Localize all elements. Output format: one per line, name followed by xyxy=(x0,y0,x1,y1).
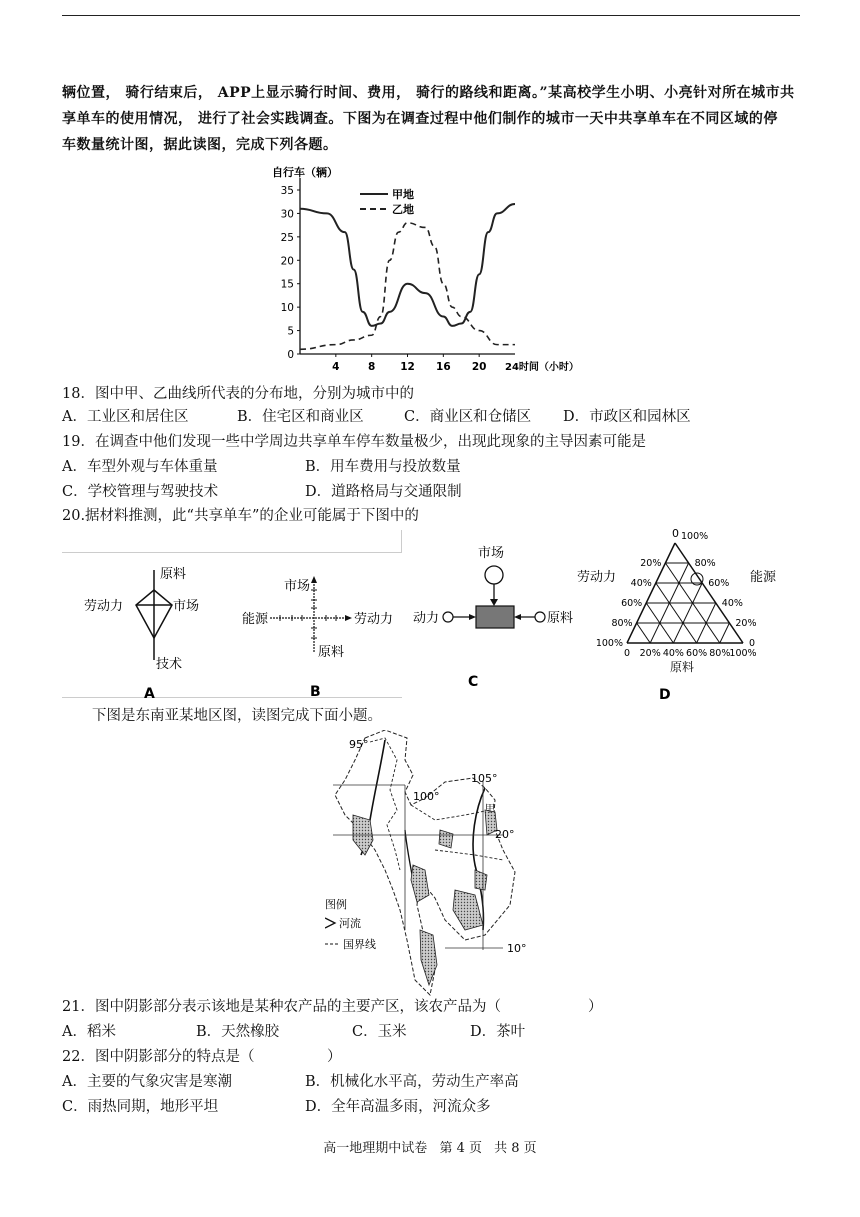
y-tick-label: 5 xyxy=(287,325,294,338)
diagram-c-left: 动力 xyxy=(413,611,440,626)
q22-option-d[interactable]: D．全年高温多雨，河流众多 xyxy=(305,1099,491,1115)
question-18-stem: 18．图中甲、乙曲线所代表的分布地，分别为城市中的 xyxy=(62,386,414,402)
ternary-right-tick: 20% xyxy=(735,618,757,629)
diagram-a-bottom: 技术 xyxy=(156,657,183,672)
x-tick-label: 20 xyxy=(471,361,487,373)
ternary-ticks xyxy=(596,531,757,659)
y-tick-label: 25 xyxy=(280,231,294,244)
map-lon-100: 100° xyxy=(413,790,440,803)
diagram-a-right: 市场 xyxy=(173,599,200,614)
ternary-line xyxy=(720,623,730,643)
diagram-a-letter: A xyxy=(144,686,155,700)
diagram-b xyxy=(240,570,410,700)
ternary-bottom-tick: 0 xyxy=(623,648,631,659)
ternary-right-tick: 60% xyxy=(708,578,730,589)
chart-lines xyxy=(300,204,515,349)
diagram-c-top: 市场 xyxy=(478,546,505,561)
q21-option-d[interactable]: D．茶叶 xyxy=(470,1024,526,1040)
map-lat-20: 20° xyxy=(495,828,515,841)
ternary-bottom-tick: 40% xyxy=(662,648,684,659)
diagram-frame-top xyxy=(62,552,402,553)
x-tick-label: 12 xyxy=(400,361,415,373)
map-caption: 下图是东南亚某地区图，读图完成下面小题。 xyxy=(92,708,382,724)
q18-option-b[interactable]: B．住宅区和商业区 xyxy=(237,409,364,425)
page-footer xyxy=(0,1137,860,1156)
ternary-apex-label: 0 xyxy=(672,527,679,540)
x-tick-label: 8 xyxy=(368,361,376,373)
ternary-right-tick: 0 xyxy=(749,638,756,649)
diagram-c-right: 原料 xyxy=(547,611,574,626)
legend-entry-1: 乙地 xyxy=(392,203,414,216)
x-tick-label: 4 xyxy=(332,361,340,373)
q19-option-a[interactable]: A．车型外观与车体重量 xyxy=(62,459,218,475)
diagram-a xyxy=(80,560,220,700)
ternary-line xyxy=(673,583,702,643)
diagram-b-bottom: 原料 xyxy=(318,645,345,660)
diagram-b-letter: B xyxy=(310,684,321,700)
map-place-jia: 甲 xyxy=(485,804,495,815)
y-tick-label: 20 xyxy=(280,255,294,268)
ternary-bottom-tick: 80% xyxy=(709,648,731,659)
diagram-frame-side xyxy=(401,530,402,552)
diagram-b-top: 市场 xyxy=(284,579,311,594)
passage-line-1: 辆位置， 骑行结束后， APP上显示骑行时间、费用， 骑行的路线和距离。”某高校学生小明、小亮针对所在城市共 xyxy=(62,85,795,101)
diagram-a-left: 劳动力 xyxy=(84,599,124,614)
ternary-bottom-tick: 20% xyxy=(639,648,661,659)
y-tick-label: 0 xyxy=(287,349,294,361)
chart-axes xyxy=(272,165,579,373)
q19-option-c[interactable]: C．学校管理与驾驶技术 xyxy=(62,484,219,500)
ternary-left-tick: 80% xyxy=(611,618,633,629)
ternary-left-tick: 40% xyxy=(630,578,652,589)
q18-option-c[interactable]: C．商业区和仓储区 xyxy=(404,409,532,425)
ternary-line xyxy=(637,623,651,643)
x-tick-label: 16 xyxy=(436,361,451,373)
question-19-stem: 19．在调查中他们发现一些中学周边共享单车停车数量极少，出现此现象的主导因素可能是 xyxy=(62,434,646,450)
footer-title: 高一地理期中试卷 xyxy=(323,1141,428,1156)
question-20-stem: 20.据材料推测，此“共享单车”的企业可能属于下图中的 xyxy=(62,508,419,524)
map-lat-10: 10° xyxy=(507,942,527,955)
diagram-d-right-label: 能源 xyxy=(750,570,777,585)
y-tick-label: 15 xyxy=(280,278,294,291)
footer-page: 第 4 页 xyxy=(439,1141,482,1156)
q18-option-d[interactable]: D．市政区和园林区 xyxy=(563,409,691,425)
y-tick-label: 30 xyxy=(280,208,294,221)
diagram-c xyxy=(410,540,590,690)
diagram-d-letter: D xyxy=(659,687,671,703)
diagram-a-top: 原料 xyxy=(160,567,187,582)
question-22-stem: 22．图中阴影部分的特点是（ ） xyxy=(62,1049,342,1065)
map-lon-105: 105° xyxy=(471,772,498,785)
q21-option-a[interactable]: A．稻米 xyxy=(62,1024,116,1040)
y-axis-label: 自行车（辆） xyxy=(272,166,338,179)
y-tick-label: 35 xyxy=(280,185,294,197)
y-tick-label: 10 xyxy=(280,302,294,315)
passage-line-2: 享单车的使用情况， 进行了社会实践调查。下图为在调查过程中他们制作的城市一天中共享单车在不同区域的停 xyxy=(62,111,778,127)
q19-option-d[interactable]: D．道路格局与交通限制 xyxy=(305,484,462,500)
ternary-bottom-tick: 100% xyxy=(729,648,757,659)
q22-option-a[interactable]: A．主要的气象灾害是寒潮 xyxy=(62,1074,232,1090)
diagram-d-left-label: 劳动力 xyxy=(577,570,617,585)
series-line-yi xyxy=(300,223,515,350)
map-legend-border: 国界线 xyxy=(343,938,376,951)
map-legend-title: 图例 xyxy=(325,898,347,911)
x-axis-label: 24时间（小时） xyxy=(505,362,579,373)
ternary-left-tick: 100% xyxy=(595,638,623,649)
diagram-b-right: 劳动力 xyxy=(354,612,394,627)
series-line-jia xyxy=(300,204,515,326)
q22-option-b[interactable]: B．机械化水平高，劳动生产率高 xyxy=(305,1074,519,1090)
map-legend-river: 河流 xyxy=(339,917,361,930)
diagram-c-letter: C xyxy=(468,674,479,690)
diagram-b-left: 能源 xyxy=(242,612,269,627)
ternary-bottom-tick: 60% xyxy=(686,648,708,659)
header-rule xyxy=(62,15,800,16)
diagram-d xyxy=(575,525,795,705)
q21-option-c[interactable]: C．玉米 xyxy=(352,1024,407,1040)
passage-line-3: 车数量统计图，据此读图，完成下列各题。 xyxy=(62,137,338,153)
southeast-asia-map xyxy=(325,730,535,1000)
bike-parking-chart xyxy=(270,162,600,377)
ternary-right-tick: 80% xyxy=(694,558,716,569)
diagram-d-bottom-label: 原料 xyxy=(670,660,695,674)
q21-option-b[interactable]: B．天然橡胶 xyxy=(196,1024,280,1040)
ternary-right-tick: 40% xyxy=(721,598,743,609)
ternary-left-tick: 60% xyxy=(621,598,643,609)
question-21-stem: 21．图中阴影部分表示该地是某种农产品的主要产区，该农产品为（ ） xyxy=(62,999,603,1015)
ternary-line xyxy=(656,583,697,643)
q18-option-a[interactable]: A．工业区和居住区 xyxy=(62,409,189,425)
chart-legend xyxy=(360,187,414,216)
footer-total: 共 8 页 xyxy=(494,1141,537,1156)
ternary-left-tick: 20% xyxy=(640,558,662,569)
map-lon-95: 95° xyxy=(349,738,369,751)
q19-option-b[interactable]: B．用车费用与投放数量 xyxy=(305,459,461,475)
legend-entry-0: 甲地 xyxy=(392,188,414,201)
q22-option-c[interactable]: C．雨热同期，地形平坦 xyxy=(62,1099,219,1115)
ternary-right-tick: 100% xyxy=(681,531,709,542)
